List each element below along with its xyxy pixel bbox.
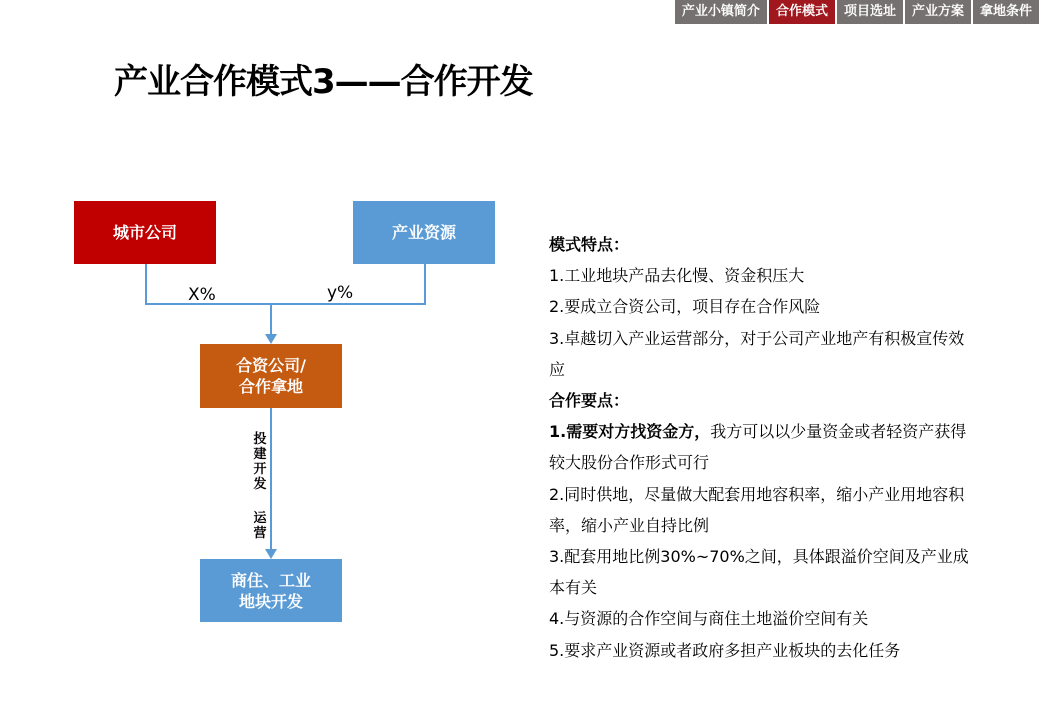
arrowhead-to-jv — [265, 334, 277, 344]
connector-to-development — [270, 408, 272, 550]
development-box — [200, 559, 342, 622]
industry-resource-box — [353, 201, 495, 264]
development-label-line-2: 地块开发 — [238, 591, 303, 611]
city-company-label: 城市公司 — [112, 223, 177, 242]
tab-intro[interactable]: 产业小镇简介 — [675, 0, 767, 24]
process-label — [252, 432, 268, 541]
cooperation-item: 3.配套用地比例30%~70%之间，具体跟溢价空间及产业成本有关 — [549, 547, 969, 598]
tab-land-conditions[interactable]: 拿地条件 — [973, 0, 1039, 24]
page-title: 产业合作模式3——合作开发 — [114, 62, 533, 102]
notes-panel — [549, 229, 969, 666]
feature-item: 2.要成立合资公司，项目存在合作风险 — [549, 297, 821, 317]
cooperation-item: 4.与资源的合作空间与商住土地溢价空间有关 — [549, 609, 869, 629]
cooperation-item: 5.要求产业资源或者政府多担产业板块的去化任务 — [549, 640, 901, 660]
city-company-box — [74, 201, 216, 264]
feature-item: 1.工业地块产品去化慢、资金积压大 — [549, 266, 805, 286]
feature-item: 3.卓越切入产业运营部分，对于公司产业地产有积极宣传效应 — [549, 328, 965, 379]
industry-resource-label: 产业资源 — [391, 223, 456, 242]
cooperation-item: 2.同时供地，尽量做大配套用地容积率，缩小产业用地容积率，缩小产业自持比例 — [549, 484, 965, 535]
tab-cooperation-mode[interactable]: 合作模式 — [769, 0, 835, 24]
x-share-label: X% — [188, 285, 216, 305]
features-heading: 模式特点： — [549, 235, 630, 254]
cooperation-item-1-rest: 我方可以以少量资金或者轻资产获得较大股份合作形式可行 — [549, 422, 967, 473]
tab-site-selection[interactable]: 项目选址 — [837, 0, 903, 24]
top-nav — [673, 0, 1039, 24]
cooperation-item-1-bold: 1.需要对方找资金方， — [549, 422, 711, 442]
jv-label-line-1: 合资公司/ — [236, 356, 306, 375]
jv-label-line-2: 合作拿地 — [238, 377, 303, 396]
arrowhead-to-development — [265, 549, 277, 559]
cooperation-item-1 — [549, 416, 969, 478]
process-label-operate: 运 营 — [253, 511, 267, 541]
connector-resource-down — [424, 264, 426, 304]
development-label-line-1: 商住、工业 — [230, 570, 311, 590]
connector-to-jv — [270, 303, 272, 336]
tab-industry-plan[interactable]: 产业方案 — [905, 0, 971, 24]
process-label-build: 投 建 开 发 — [253, 432, 267, 492]
y-share-label: y% — [327, 283, 354, 303]
cooperation-heading: 合作要点： — [549, 391, 630, 411]
connector-city-down — [145, 264, 147, 304]
joint-venture-box — [200, 344, 342, 408]
